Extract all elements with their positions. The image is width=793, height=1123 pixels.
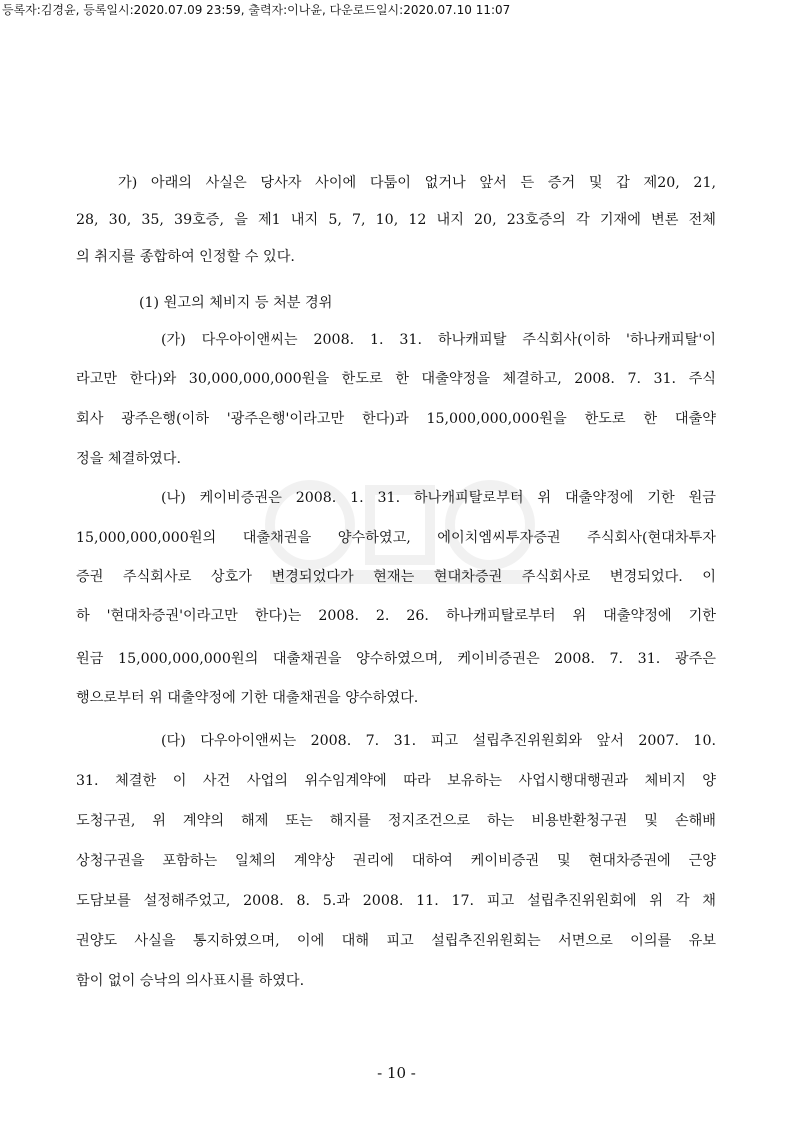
body-line-13: 원금 15,000,000,000원의 대출채권을 양수하였으며, 케이비증권은 2008. 7. 31. 광주은 [76,651,716,667]
body-line-8: 정을 체결하였다. [76,451,181,467]
body-line-14: 행으로부터 위 대출약정에 기한 대출채권을 양수하였다. [76,690,419,706]
body-line-7: 회사 광주은행(이하 '광주은행'이라고만 한다)과 15,000,000,000원을 한도로 한 대출약 [76,411,716,427]
body-line-1: 가) 아래의 사실은 당사자 사이에 다툼이 없거나 앞서 든 증거 및 갑 제20, 21, [118,175,716,191]
body-line-17: 도청구권, 위 계약의 해제 또는 해지를 정지조건으로 하는 비용반환청구권 및 손해배 [76,813,716,829]
body-line-16: 31. 체결한 이 사건 사업의 위수임계약에 따라 보유하는 사업시행대행권과 체비지 양 [76,773,716,789]
body-line-2: 28, 30, 35, 39호증, 을 제1 내지 5, 7, 10, 12 내지 20, 23호증의 각 기재에 변론 전체 [76,212,716,228]
section-heading: (1) 원고의 체비지 등 처분 경위 [139,295,333,311]
body-line-3: 의 취지를 종합하여 인정할 수 있다. [76,249,295,265]
body-line-11: 증권 주식회사로 상호가 변경되었다가 현재는 현대차증권 주식회사로 변경되었다. 이 [76,569,716,585]
body-line-6: 라고만 한다)와 30,000,000,000원을 한도로 한 대출약정을 체결하고, 2008. 7. 31. 주식 [76,371,716,387]
body-line-18: 상청구권을 포함하는 일체의 계약상 권리에 대하여 케이비증권 및 현대차증권에 근양 [76,853,716,869]
download-info-header: 등록자:김경윤, 등록일시:2020.07.09 23:59, 출력자:이나윤, 다운로드일시:2020.07.10 11:07 [2,3,511,17]
body-line-15: (다) 다우아이앤씨는 2008. 7. 31. 피고 설립추진위원회와 앞서 2007. 10. [161,733,716,749]
body-line-9: (나) 케이비증권은 2008. 1. 31. 하나캐피탈로부터 위 대출약정에 기한 원금 [161,490,716,506]
body-line-12: 하 '현대차증권'이라고만 한다)는 2008. 2. 26. 하나캐피탈로부터 위 대출약정에 기한 [76,608,716,624]
body-line-20: 권양도 사실을 통지하였으며, 이에 대해 피고 설립추진위원회는 서면으로 이의를 유보 [76,933,716,949]
body-line-21: 함이 없이 승낙의 의사표시를 하였다. [76,973,305,989]
body-line-19: 도담보를 설정해주었고, 2008. 8. 5.과 2008. 11. 17. 피고 설립추진위원회에 위 각 채 [76,893,716,909]
body-line-5: (가) 다우아이앤씨는 2008. 1. 31. 하나캐피탈 주식회사(이하 '하나캐피탈'이 [161,332,716,348]
body-line-10: 15,000,000,000원의 대출채권을 양수하였고, 에이치엠씨투자증권 주식회사(현대차투자 [76,530,716,546]
page-number: - 10 - [377,1064,416,1082]
